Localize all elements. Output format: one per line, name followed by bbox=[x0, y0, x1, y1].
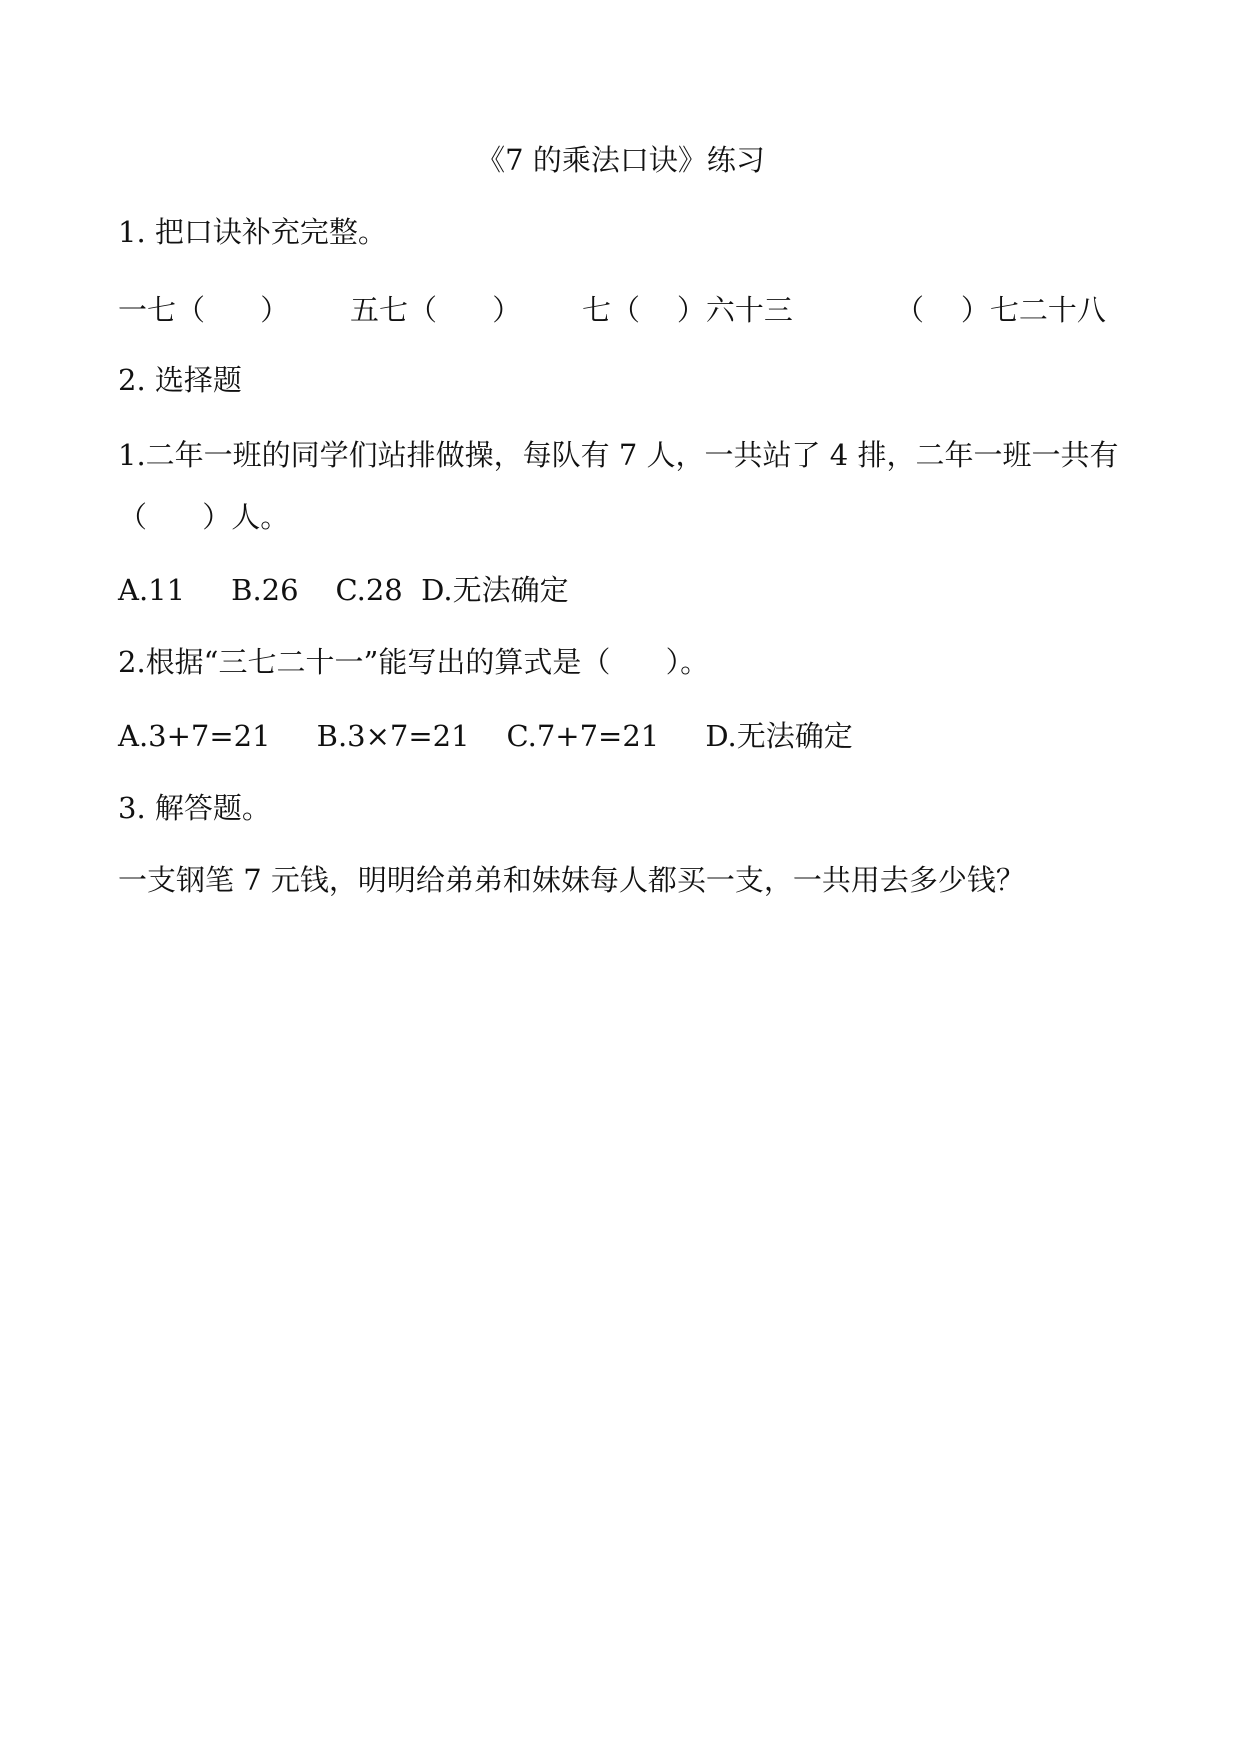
question-1-text: 1.二年一班的同学们站排做操，每队有 7 人，一共站了 4 排，二年一班一共有 bbox=[118, 438, 1119, 472]
worksheet-title: 《7 的乘法口诀》练习 bbox=[476, 143, 765, 177]
section3-heading: 3. 解答题。 bbox=[118, 791, 271, 825]
rhyme-item-3: 七（ ）六十三 bbox=[582, 293, 793, 327]
section2-heading: 2. 选择题 bbox=[118, 363, 242, 397]
question-1-blank: （ ）人。 bbox=[118, 500, 290, 534]
question-1-options: A.11 B.26 C.28 D.无法确定 bbox=[118, 573, 569, 607]
question-2-text: 2.根据“三七二十一”能写出的算式是（ ）。 bbox=[118, 645, 710, 679]
question-2-options: A.3+7=21 B.3×7=21 C.7+7=21 D.无法确定 bbox=[118, 719, 853, 753]
rhyme-item-2: 五七（ ） bbox=[350, 293, 522, 327]
section1-heading: 1. 把口诀补充完整。 bbox=[118, 215, 387, 249]
rhyme-item-4: （ ）七二十八 bbox=[895, 293, 1106, 327]
word-problem: 一支钢笔 7 元钱，明明给弟弟和妹妹每人都买一支，一共用去多少钱？ bbox=[118, 863, 1025, 897]
rhyme-item-1: 一七（ ） bbox=[118, 293, 290, 327]
